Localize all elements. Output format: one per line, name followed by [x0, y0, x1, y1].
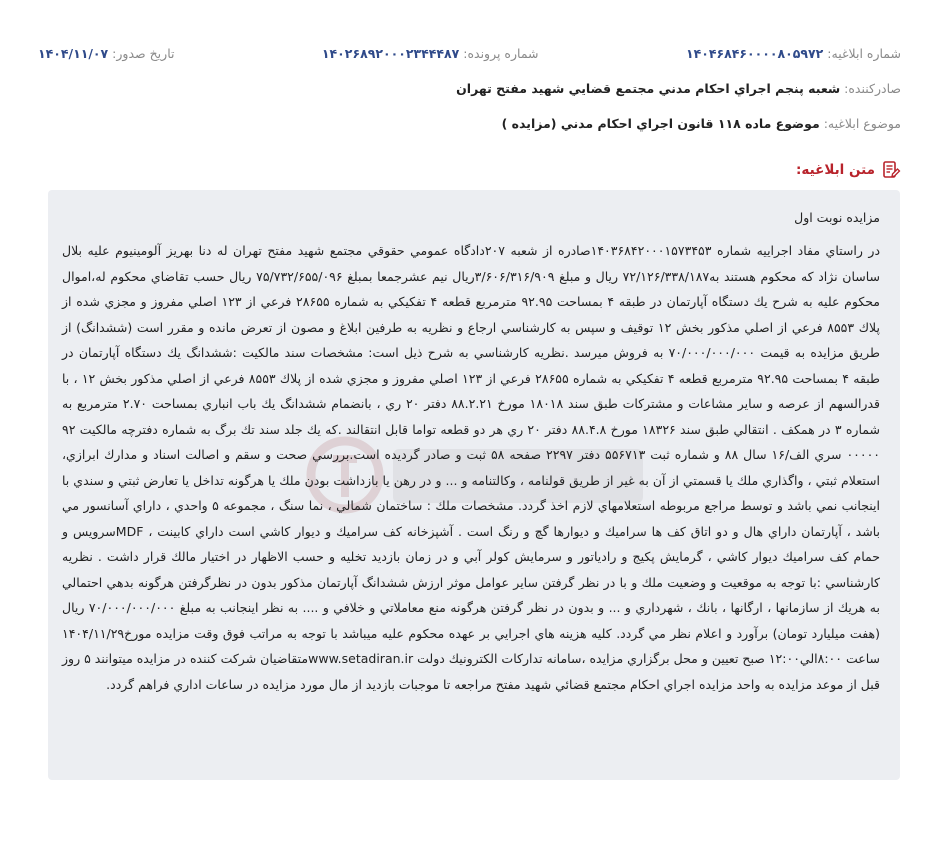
notice-body-heading: مزايده نوبت اول — [794, 210, 880, 225]
issue-date-label: تاریخ صدور: — [112, 46, 175, 61]
case-number: ۱۴۰۲۶۸۹۲۰۰۰۲۳۴۴۴۸۷ — [321, 46, 460, 61]
issuer-label: صادرکننده: — [844, 81, 901, 96]
subject-label: موضوع ابلاغیه: — [823, 116, 901, 131]
notice-text-title-label: متن ابلاغیه: — [796, 162, 875, 178]
issue-date: ۱۴۰۴/۱۱/۰۷ — [38, 46, 109, 61]
subject-value: موضوع ماده ۱۱۸ قانون اجراي احكام مدني (مزايده ) — [501, 116, 820, 131]
notice-text-title — [796, 160, 901, 180]
issue-date-group — [38, 45, 174, 63]
case-number-label: شماره پرونده: — [463, 46, 539, 61]
notice-number-group — [686, 45, 901, 63]
document-edit-icon — [881, 160, 901, 180]
notice-number: ۱۴۰۴۶۸۴۶۰۰۰۰۸۰۵۹۷۲ — [685, 46, 824, 61]
notice-body-text: در راستاي مفاد اجراييه شماره ۱۴۰۳۶۸۴۲۰۰۰۱۵۷۳۴۵۳صادره از شعبه ۲۰۷دادگاه عمومي حقوقي مجتمع شهيد مفتح تهران له دنا بهريز آلومينيوم عليه بلال ساسان نژاد كه محكوم هستند به۷۲/۱۲۶/۳۳۸/۱۸۷ ريال و مبلغ ۳/۶۰۶/۳۱۶/۹۰۹ريال نيم عشرجمعا بمبلغ ۷۵/۷۳۲/۶۵۵/۰۹۶ ريال حسب تقاضاي محكوم له،اموال محكوم عليه به شرح يك دستگاه آپارتمان در طبقه ۴ بمساحت ۹۲.۹۵ مترمربع قطعه ۴ تفكيكي به شماره ۲۸۶۵۵ فرعي از ۱۲۳ اصلي مفروز و مجزي شده از پلاك ۸۵۵۳ فرعي از اصلي مذكور بخش ۱۲ توقيف و سپس به كارشناسي ارجاع و نظريه به طرفين ابلاغ و مصون از تعرض مانده و مقرر است (ششدانگ) از طريق مزايده به قيمت ۷۰/۰۰۰/۰۰۰/۰۰۰ به فروش ميرسد .نظريه كارشناسي به شرح ذيل است: مشخصات سند مالكيت :ششدانگ يك دستگاه آپارتمان در طبقه ۴ بمساحت ۹۲.۹۵ مترمربع قطعه ۴ تفكيكي به شماره ۲۸۶۵۵ فرعي از ۱۲۳ اصلي مفروز و مجزي شده از پلاك ۸۵۵۳ فرعي از اصلي مذكور بخش ۱۲ ، با قدرالسهم از عرصه و ساير مشاعات و مشتركات طبق سند ۱۸۰۱۸ مورخ ۸۸.۲.۲۱ دفتر ۲۰ ري ، بانضمام ششدانگ يك باب انباري بمساحت ۲.۷۰ مترمربع به شماره ۳ در همكف . انتقالي طبق سند ۱۸۳۲۶ مورخ ۸۸.۴.۸ دفتر ۲۰ ري هر دو قطعه تواما قابل انتقالند .كه يك جلد سند تك برگ به شماره دفترچه مالكيت ۹۲ ۰۰۰۰۰ سري الف/۱۶ سال ۸۸ و شماره ثبت ۵۵۶۷۱۳ دفتر ۲۲۹۷ صفحه ۵۸ ثبت و صادر گرديده است.بررسي صحت و سقم و اصالت اسناد و مدارك ابرازي، استعلام ثبتي ، واگذاري ملك يا قسمتي از آن به غير از طريق قولنامه ، وكالتنامه و ... و در رهن يا بازداشت بودن ملك يا هرگونه تداخل يا تعارض ثبتي و سندي با اينجانب نمي باشد و توسط مراجع مربوطه استعلامهاي لازم اخذ گردد. مشخصات ملك : ساختمان شمالي ، نما سنگ ، مجموعه ۵ واحدي ، داراي آسانسور مي باشد ، آپارتمان داراي هال و دو اتاق كف ها سراميك و ديوارها گچ و رنگ است . آشپزخانه كف سراميك و ديوار كاشي است داراي كابينت ، MDFسرويس و حمام كف سراميك ديوار كاشي ، گرمايش پكيج و رادياتور و سرمايش كولر آبي و در زمان بازديد تخليه و حسب الاظهار در اختيار مالك قرار داشت . نظريه كارشناسي :با توجه به موقعيت و وضعيت ملك و با در نظر گرفتن ساير عوامل موثر ارزش ششدانگ آپارتمان مذكور بدون در نظرگرفتن هرگونه بدهي احتمالي به هريك از سازمانها ، ارگانها ، بانك ، شهرداري و ... و بدون در نظر گرفتن هرگونه منع معاملاتي و خلافي و .... به نظر اينجانب به مبلغ ۷۰/۰۰۰/۰۰۰/۰۰۰ ريال (هفت ميليارد تومان) برآورد و اعلام نظر مي گردد. كليه هزينه هاي اجرايي بر عهده محكوم عليه ميباشد با توجه به مراتب فوق وقت مزايده مورخ۱۴۰۴/۱۱/۲۹ ساعت ۸:۰۰الي۱۲:۰۰ صبح تعيين و محل برگزاري مزايده ،سامانه تداركات الكترونيك دولت www.setadiran.irمتقاضيان شركت كننده در مزايده ميتوانند ۵ روز قبل از موعد مزايده به واحد مزايده اجراي احكام مجتمع قضائي شهيد مفتح مراجعه تا موجبات بازديد از مال مورد مزايده در ساعات اداري فراهم گردد. — [62, 243, 881, 692]
case-number-group — [322, 45, 539, 63]
notice-number-label: شماره ابلاغیه: — [827, 46, 901, 61]
issuer-value: شعبه پنجم اجراي احكام مدني مجتمع قضايي شهيد مفتح تهران — [456, 81, 841, 96]
header-ids-row — [38, 45, 901, 63]
notice-body-box — [48, 190, 900, 780]
subject-row — [502, 115, 901, 133]
issuer-row — [456, 80, 901, 98]
